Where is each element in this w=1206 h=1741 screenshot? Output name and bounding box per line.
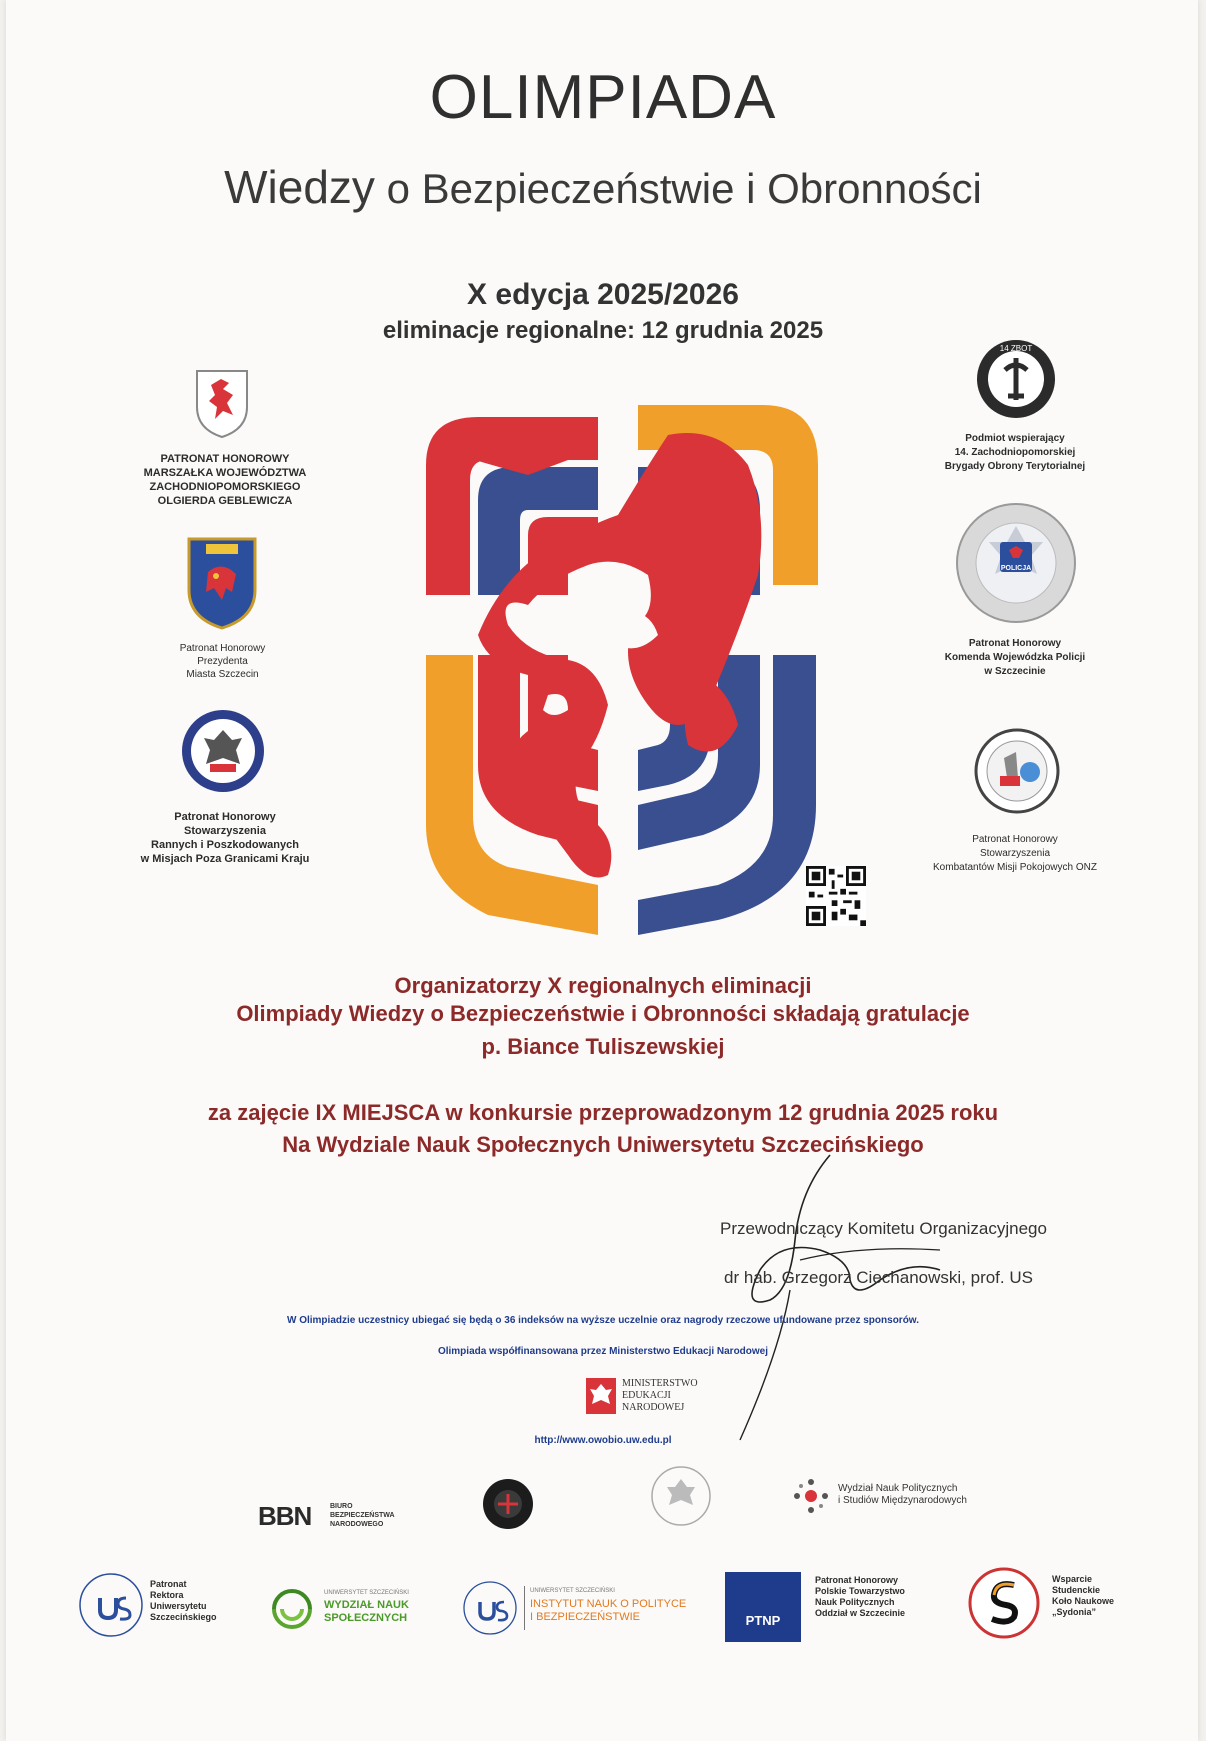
message-line-4: za zajęcie IX MIEJSCA w konkursie przeprowadzonym 12 grudnia 2025 roku (207, 1100, 999, 1125)
zachodniopomorskie-coat-of-arms-icon (193, 367, 251, 439)
inpib-line: I BEZPIECZEŃSTWIE (530, 1611, 641, 1623)
wnpism-line: i Studiów Międzynarodowych (838, 1495, 967, 1506)
wnpism-logo-icon (793, 1478, 829, 1514)
patron-line: Miasta Szczecin (186, 669, 259, 680)
sydonia-line: Koło Naukowe (1052, 1596, 1115, 1606)
warsaw-university-seal-icon (650, 1465, 712, 1527)
ptnp-line: Nauk Politycznych (815, 1597, 895, 1607)
patron-rannych-text (130, 810, 320, 866)
bbn-text (330, 1502, 395, 1529)
patron-line: Kombatantów Misji Pokojowych ONZ (933, 862, 1097, 873)
bbn-line: BIURO (330, 1503, 353, 1510)
patron-line: 14. Zachodniopomorskiej (954, 447, 1076, 458)
message-line-5: Na Wydziale Nauk Społecznych Uniwersytetu Szczecińskiego (282, 1132, 924, 1157)
website-link[interactable]: http://www.owobio.uw.edu.pl (534, 1435, 672, 1446)
signature-role: Przewodniczący Komitetu Organizacyjnego (720, 1219, 1047, 1238)
ptnp-text (815, 1575, 905, 1619)
ptnp-logo-text: PTNP (745, 1613, 781, 1628)
patron-line: OLGIERDA GEBLEWICZA (157, 495, 293, 507)
patron-line: Rannych i Poszkodowanych (151, 839, 299, 851)
page-subtitle (0, 160, 1206, 214)
patron-line: Stowarzyszenia (184, 825, 266, 837)
recipient-name: p. Biance Tuliszewskiej (481, 1034, 725, 1059)
patron-line: Patronat Honorowy (179, 643, 266, 654)
bbn-line: BEZPIECZEŃSTWA (330, 1512, 395, 1519)
patron-line: Patronat Honorowy (174, 811, 276, 823)
ptnp-line: Oddział w Szczecinie (815, 1608, 906, 1618)
military-academy-emblem-icon (482, 1478, 534, 1530)
wns-line: SPOŁECZNYCH (324, 1612, 408, 1624)
ministry-text (622, 1378, 698, 1414)
us-seal-small-icon (462, 1580, 518, 1636)
patron-line: Patronat Honorowy (972, 834, 1058, 845)
un-veterans-emblem-icon (974, 728, 1060, 814)
handwritten-signature-icon (680, 1150, 980, 1450)
patron-line: Prezydenta (197, 656, 248, 667)
patron-line: Stowarzyszenia (979, 848, 1051, 859)
inpib-university-label: UNIWERSYTET SZCZECIŃSKI (530, 1588, 615, 1594)
patron-policja-text (920, 637, 1110, 679)
patron-line: Podmiot wspierający (965, 433, 1065, 444)
subtitle-rest: o Bezpieczeństwie i Obronności (386, 165, 982, 212)
signature-name: dr hab. Grzegorz Ciechanowski, prof. US (724, 1268, 1033, 1287)
patron-line: w Szczecinie (984, 666, 1046, 677)
veterans-association-emblem-icon (180, 708, 266, 794)
bbn-line: NARODOWEGO (330, 1521, 384, 1528)
patron-prezydent-text (165, 642, 280, 681)
patron-line: Patronat Honorowy (968, 638, 1062, 649)
wnpism-text (838, 1483, 967, 1507)
inpib-line: INSTYTUT NAUK O POLITYCE (530, 1598, 687, 1610)
patron-line: Komenda Wojewódzka Policji (944, 652, 1086, 663)
wot-emblem-label: 14 ZBOT (999, 344, 1033, 353)
page-title: OLIMPIADA (429, 63, 777, 132)
ministry-line: MINISTERSTWO (622, 1378, 698, 1389)
rector-line: Patronat (150, 1579, 187, 1589)
message-line-1: Organizatorzy X regionalnych eliminacji (394, 973, 812, 998)
rector-line: Rektora (150, 1590, 184, 1600)
bbn-logo: BBN (258, 1501, 312, 1531)
polish-eagle-icon (586, 1378, 616, 1414)
patron-marszalek-text (130, 452, 320, 508)
olympiad-shield-logo-icon (418, 405, 823, 940)
eliminations-date: eliminacje regionalne: 12 grudnia 2025 (382, 317, 824, 344)
patron-line: ZACHODNIOPOMORSKIEGO (149, 481, 301, 493)
police-emblem-icon (955, 502, 1077, 624)
sydonia-line: Wsparcie (1052, 1574, 1093, 1584)
patron-line: PATRONAT HONOROWY (160, 453, 290, 465)
wns-text (324, 1599, 409, 1625)
patron-line: Brygady Obrony Terytorialnej (944, 461, 1086, 472)
qr-code-icon (806, 866, 866, 926)
patron-line: MARSZAŁKA WOJEWÓDZTWA (143, 467, 307, 479)
patron-wot-text (920, 432, 1110, 474)
message-line-2: Olimpiady Wiedzy o Bezpieczeństwie i Obronności składają gratulacje (236, 1001, 970, 1026)
patron-line: w Misjach Poza Granicami Kraju (140, 853, 310, 865)
wns-university-label: UNIWERSYTET SZCZECIŃSKI (324, 1590, 409, 1596)
inpib-text (530, 1598, 686, 1624)
university-of-szczecin-seal-icon (78, 1572, 144, 1638)
inpib-divider (524, 1586, 525, 1630)
sydonia-line: „Sydonia” (1052, 1607, 1097, 1617)
cofinancing-note: Olimpiada współfinansowana przez Ministerstwo Edukacji Narodowej (437, 1346, 769, 1357)
prizes-note: W Olimpiadzie uczestnicy ubiegać się będą o 36 indeksów na wyższe uczelnie oraz nagrody rzeczowe ufundowane przez sponsorów. (286, 1315, 919, 1326)
ministry-line: NARODOWEJ (622, 1402, 685, 1413)
ptnp-line: Patronat Honorowy (815, 1575, 899, 1585)
sydonia-line: Studenckie (1052, 1585, 1101, 1595)
edition-text: X edycja 2025/2026 (467, 278, 739, 311)
wnpism-line: Wydział Nauk Politycznych (838, 1483, 958, 1494)
sydonia-club-logo-icon (968, 1567, 1040, 1639)
wns-line: WYDZIAŁ NAUK (324, 1599, 409, 1611)
rector-line: Uniwersytetu (150, 1601, 207, 1611)
ptnp-line: Polskie Towarzystwo (815, 1586, 905, 1596)
sydonia-text (1052, 1574, 1114, 1618)
szczecin-coat-of-arms-icon (186, 536, 258, 630)
subtitle-word: Wiedzy (224, 161, 375, 213)
wns-logo-icon (268, 1585, 316, 1633)
patron-onz-text (905, 833, 1125, 875)
ptnp-logo (725, 1572, 801, 1642)
rector-patron-text (150, 1579, 217, 1623)
wot-brigade-emblem-icon (975, 338, 1057, 420)
rector-line: Szczecińskiego (150, 1612, 217, 1622)
police-emblem-label: POLICJA (1000, 565, 1032, 572)
ministry-line: EDUKACJI (622, 1390, 671, 1401)
